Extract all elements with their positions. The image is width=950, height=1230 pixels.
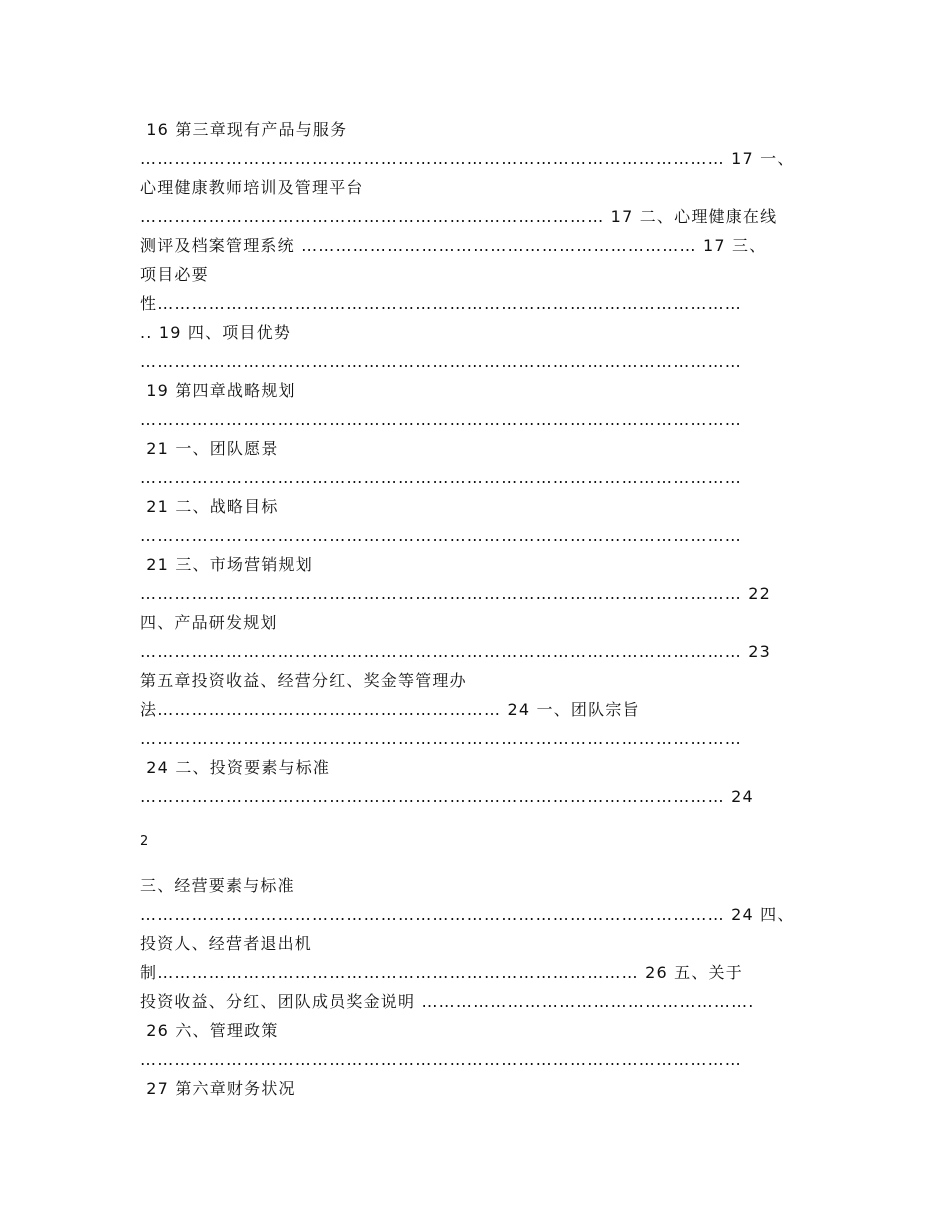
toc-line: …………………………………………………………………………………………… [140, 1050, 742, 1069]
toc-line: 测评及档案管理系统 …………………………………………………………… 17 三、 [140, 236, 767, 255]
toc-line: 21 三、市场营销规划 [140, 555, 313, 574]
toc-line: .. 19 四、项目优势 [140, 323, 292, 342]
toc-line: …………………………………………………………………………………………… [140, 468, 742, 487]
toc-line: 三、经营要素与标准 [140, 876, 295, 895]
toc-line: 项目必要 [140, 265, 209, 284]
toc-line: 心理健康教师培训及管理平台 [140, 178, 364, 197]
toc-line: 21 二、战略目标 [140, 497, 279, 516]
toc-line: 制………………………………………………………………………… 26 五、关于 [140, 963, 743, 982]
toc-line: 投资人、经营者退出机 [140, 934, 313, 953]
toc-line: …………………………………………………………………………………………… 22 [140, 584, 772, 603]
toc-line: 投资收益、分红、团队成员奖金说明 …………………………………………………. [140, 992, 755, 1011]
toc-line: ………………………………………………………………………………………… 24 四、 [140, 905, 795, 924]
toc-line: 24 二、投资要素与标准 [140, 758, 331, 777]
toc-line: …………………………………………………………………………………………… [140, 352, 742, 371]
toc-line: …………………………………………………………………………………………… [140, 729, 742, 748]
toc-line: 四、产品研发规划 [140, 613, 278, 632]
toc-line: …………………………………………………………………………………………… [140, 410, 742, 429]
toc-line: ………………………………………………………………………………………… 17 一、 [140, 149, 795, 168]
toc-line: ……………………………………………………………………… 17 二、心理健康在线 [140, 207, 778, 226]
toc-line: 27 第六章财务状况 [140, 1079, 296, 1098]
toc-line: 16 第三章现有产品与服务 [140, 120, 348, 139]
toc-line: …………………………………………………………………………………………… 23 [140, 642, 772, 661]
toc-line: …………………………………………………………………………………………… [140, 526, 742, 545]
toc-line: 21 一、团队愿景 [140, 439, 279, 458]
toc-line: 性………………………………………………………………………………………… [140, 294, 742, 313]
page-number: 2 [140, 834, 149, 849]
toc-line: ………………………………………………………………………………………… 24 [140, 787, 754, 806]
toc-line: 第五章投资收益、经营分红、奖金等管理办 [140, 671, 467, 690]
toc-line: 26 六、管理政策 [140, 1021, 279, 1040]
toc-line: 法…………………………………………………… 24 一、团队宗旨 [140, 700, 640, 719]
toc-line: 19 第四章战略规划 [140, 381, 296, 400]
